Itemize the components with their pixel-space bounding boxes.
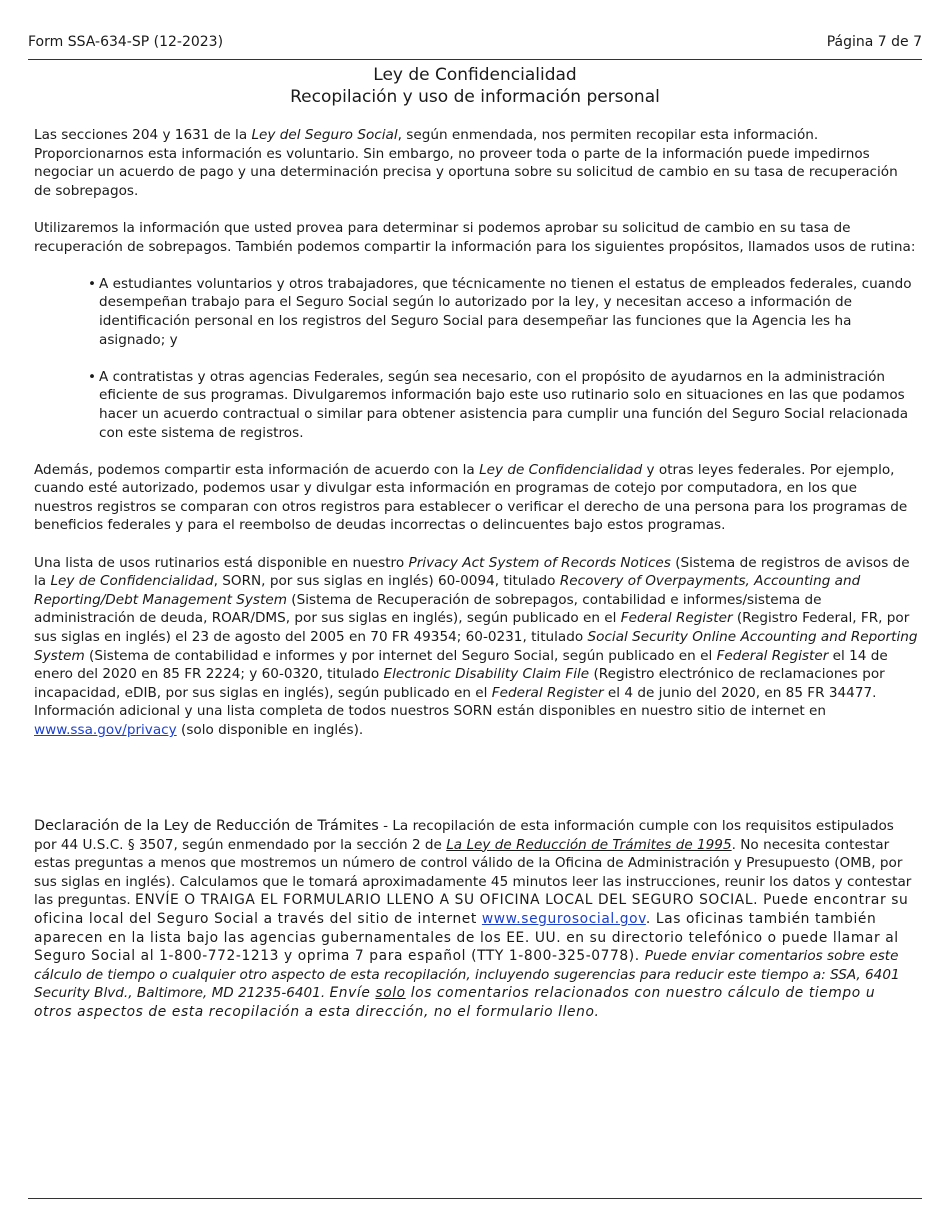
page-number: Página 7 de 7 (826, 34, 922, 50)
italic-text: Federal Register (620, 610, 733, 627)
list-item (88, 275, 918, 349)
segurosocial-link[interactable]: www.segurosocial.gov (481, 910, 646, 927)
pra-heading: Declaración de la Ley de Reducción de Trámites (34, 818, 379, 834)
bullet-marker: • (88, 368, 97, 385)
italic-text: Privacy Act System of Records Notices (408, 554, 671, 571)
list-item (88, 368, 918, 442)
page-header (28, 34, 922, 54)
text: (Registro Federal, FR, por sus siglas en inglés) el 23 de agosto del 2005 en 70 FR 49354; 60-0231, titulado (34, 610, 910, 646)
privacy-act-section (34, 126, 918, 758)
list-item-text: A contratistas y otras agencias Federales, según sea necesario, con el propósito de ayudarnos en la administración eficiente de sus programas. Divulgaremos información bajo este uso rutinario solo en situaciones en las que podamos hacer un acuerdo contractual o similar para obtener asistencia para cumplir una función del Seguro Social relacionada con este sistema de registros. (99, 368, 909, 441)
italic-text: Recovery of Overpayments, Accounting and Reporting/Debt Management System (34, 573, 861, 608)
text: (solo disponible en inglés). (176, 722, 364, 738)
form-number: Form SSA-634-SP (12-2023) (28, 34, 224, 50)
paragraph-disclosure (34, 461, 918, 535)
text: (Registro electrónico de reclamaciones por incapacidad, eDIB, por sus siglas en inglés), según publicado en el (34, 666, 885, 701)
italic-text: Puede enviar comentarios sobre este cálculo de tiempo o cualquier otro aspecto de esta recopilación, incluyendo sugerencias para reducir este tiempo a: SSA, 6401 Security Blvd., Baltimore, MD 21235-6401. (34, 948, 900, 1002)
law-title: La Ley de Reducción de Trámites de 1995 (446, 836, 732, 853)
header-divider (28, 59, 922, 60)
italic-text: Ley del Seguro Social (251, 127, 398, 143)
page-title (28, 64, 922, 108)
italic-text: Federal Register (491, 684, 604, 701)
text: el 14 de enero del 2020 en 85 FR 2224; y 60-0320, titulado (34, 647, 888, 683)
footer-divider (28, 1198, 922, 1199)
title-line-2: Recopilación y uso de información personal (290, 87, 660, 107)
routine-uses-list (34, 275, 918, 442)
italic-text: Ley de Confidencialidad (50, 573, 214, 590)
italic-text: Ley de Confidencialidad (479, 461, 643, 478)
text: . Las oficinas también también aparecen en la lista bajo las agencias gubernamentales de los EE. UU. en su directorio telefónico o puede llamar al Seguro Social al 1-800-772-1213 y oprima 7 para español (TTY 1-800-325-0778). (34, 910, 899, 965)
italic-text: Electronic Disability Claim File (383, 666, 590, 683)
text: , según enmendada, nos permiten recopilar esta información. Proporcionarnos esta información es voluntario. Sin embargo, no proveer toda o parte de la información puede impedirnos negociar un acuerdo de pago y una determinación precisa y oportuna sobre su solicitud de cambio en su tasa de recuperación de sobrepagos. (34, 127, 898, 199)
italic-text: Social Security Online Accounting and Reporting System (34, 629, 918, 664)
italic-text: los comentarios relacionados con nuestro cálculo de tiempo u otros aspectos de esta recopilación a esta dirección, no el formulario lleno. (34, 985, 876, 1020)
text: Las secciones 204 y 1631 de la (34, 127, 252, 143)
text: (Sistema de contabilidad e informes y por internet del Seguro Social, según publicado en el (84, 647, 717, 664)
paragraph-purpose: Utilizaremos la información que usted provea para determinar si podemos aprobar su solicitud de cambio en su tasa de recuperación de sobrepagos. También podemos compartir la información para los siguientes propósitos, llamados usos de rutina: (34, 219, 916, 255)
privacy-link[interactable]: www.ssa.gov/privacy (34, 722, 177, 738)
italic-text: Federal Register (716, 647, 829, 664)
text: . No necesita contestar estas preguntas a menos que mostremos un número de control válido de la Oficina de Administración y Presupuesto (OMB, por sus siglas en inglés). Calculamos que le tomará aproximadamente 45 minutos leer las instrucciones, reunir los datos y contestar las preguntas. (34, 836, 912, 909)
text: - La recopilación de esta información cumple con los requisitos estipulados por 44 U.S.C. § 3507, según enmendado por la sección 2 de (34, 818, 894, 853)
text: Además, podemos compartir esta información de acuerdo con la (34, 461, 480, 478)
list-item-text: A estudiantes voluntarios y otros trabajadores, que técnicamente no tienen el estatus de empleados federales, cuando desempeñan trabajo para el Seguro Social según lo autorizado por la ley, y necesitan acceso a información de identificación personal en los registros del Seguro Social para desempeñar las funciones que la Agencia les ha asignado; y (99, 275, 912, 348)
text: (Sistema de registros de avisos de la (34, 554, 910, 590)
text: (Sistema de Recuperación de sobrepagos, contabilidad e informes/sistema de administración de deuda, ROAR/DMS, por sus siglas en inglés), según publicado en el (34, 591, 822, 627)
italic-text: Envíe (329, 985, 376, 1002)
text: y otras leyes federales. Por ejemplo, cuando esté autorizado, podemos usar y divulgar esta información en programas de cotejo por computadora, en los que nuestros registros se comparan con otros registros para establecer o verificar el derecho de una persona para los programas de beneficios federales y para el reembolso de deudas incorrectas o delincuentes bajo estos programas. (34, 461, 908, 534)
text: , SORN, por sus siglas en inglés) 60-0094, titulado (213, 573, 560, 590)
paperwork-reduction-act-statement (34, 817, 918, 1022)
paragraph-sorn (34, 554, 918, 740)
paragraph-authority (34, 126, 918, 200)
text: Una lista de usos rutinarios está disponible en nuestro (34, 554, 409, 571)
underlined-text: solo (375, 985, 406, 1002)
title-line-1: Ley de Confidencialidad (373, 65, 577, 85)
text: el 4 de junio del 2020, en 85 FR 34477. Información adicional y una lista completa de todos nuestros SORN están disponibles en nuestro sitio de internet en (34, 684, 877, 720)
bullet-marker: • (88, 275, 97, 292)
text: ENVÍE O TRAIGA EL FORMULARIO LLENO A SU OFICINA LOCAL DEL SEGURO SOCIAL. Puede encontrar su oficina local del Seguro Social a través del sitio de internet (34, 892, 909, 927)
